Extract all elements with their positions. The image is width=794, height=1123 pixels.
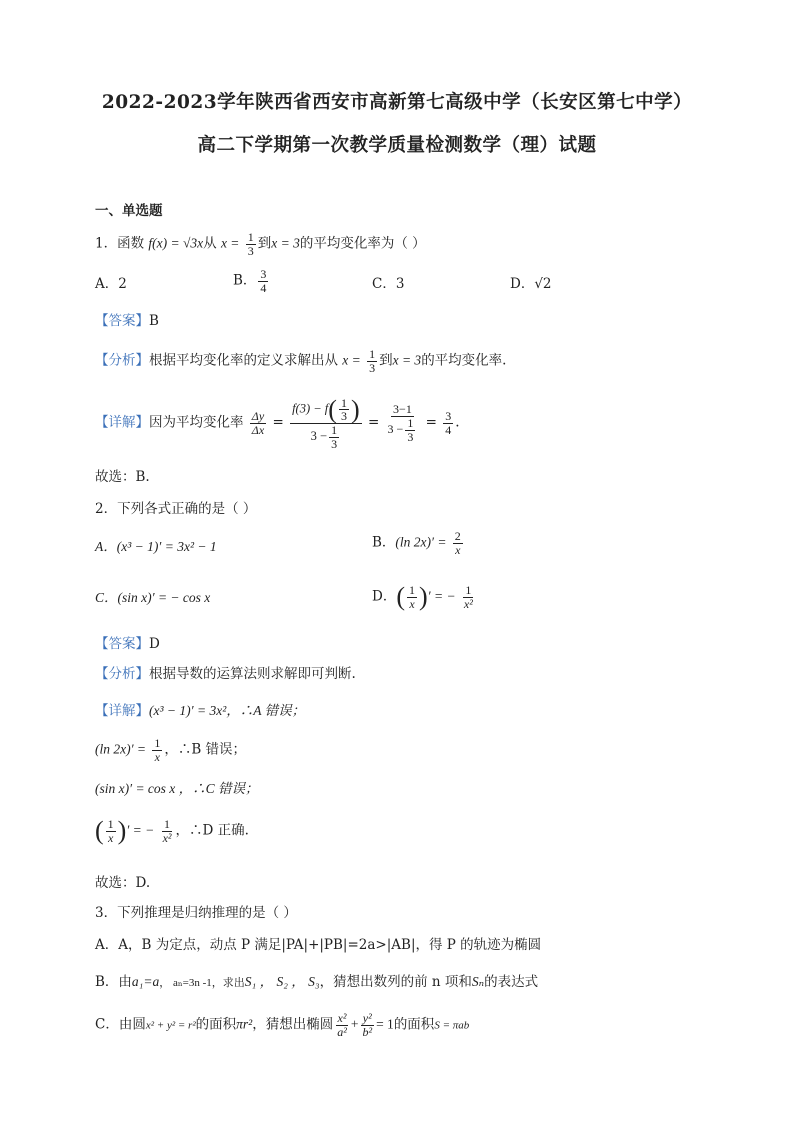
q1-den-frac bbox=[329, 424, 339, 450]
q1-fraction-den: 3 bbox=[247, 243, 254, 258]
q1-answer-value: B bbox=[149, 313, 159, 329]
q1-option-d: D．√2 bbox=[510, 276, 552, 292]
q3-c-eq1: = 1 bbox=[376, 1016, 394, 1032]
q1-delta-frac bbox=[250, 410, 266, 436]
q3-c-frac-x bbox=[335, 1012, 349, 1038]
q1-option-b-frac bbox=[258, 268, 268, 294]
q1-analysis-frac bbox=[367, 348, 377, 374]
q3-option-b bbox=[95, 975, 538, 990]
q2-d4-mid: ′ = − bbox=[126, 822, 155, 838]
q1-eq-3: = bbox=[425, 414, 437, 431]
q2-d-right: ′ = − bbox=[427, 588, 456, 604]
q3-c-pre: C．由圆 bbox=[95, 1016, 146, 1033]
q3-number: 3． bbox=[95, 905, 118, 921]
q3-b-tail: ，猜想出数列的前 n 项和 bbox=[319, 974, 472, 990]
q1-result-num: 3 bbox=[445, 409, 452, 424]
q3-stem bbox=[95, 907, 297, 921]
q3-c-pi: πr² bbox=[236, 1016, 253, 1032]
q2-detail-2-left: (ln 2x)′ = bbox=[95, 741, 147, 757]
q1-inner-frac bbox=[339, 397, 349, 423]
q1-analysis-pre: 根据平均变化率的定义求解出从 bbox=[149, 352, 338, 369]
q1-answer bbox=[95, 315, 159, 329]
q1-tail: 的平均变化率为（ ） bbox=[299, 235, 426, 252]
q1-fraction bbox=[246, 231, 256, 257]
q1-inner-num: 1 bbox=[340, 395, 347, 410]
q2-d-inner-num: 1 bbox=[409, 583, 415, 597]
q2-option-a: A．(x³ − 1)′ = 3x² − 1 bbox=[95, 539, 217, 554]
q2-d-den: x² bbox=[463, 596, 473, 611]
q1-three-minus: 3 − bbox=[310, 429, 328, 444]
q2-option-d bbox=[372, 584, 477, 610]
q2-d4-inner-den: x bbox=[108, 830, 114, 845]
q2-d4-lparen-icon: ( bbox=[95, 816, 104, 846]
q1-mid-inner bbox=[405, 417, 415, 443]
q3-b-an: ， aₙ=3n -1，求出 bbox=[159, 977, 245, 989]
q2-text: 下列各式正确的是（ ） bbox=[117, 501, 257, 517]
q3-c-plus: + bbox=[350, 1016, 359, 1032]
q1-conclusion: 故选：B. bbox=[95, 469, 150, 485]
q1-analysis bbox=[95, 348, 506, 374]
q3-c-circle: x² + y² = r² bbox=[145, 1019, 196, 1032]
q1-result-den: 4 bbox=[445, 422, 452, 437]
q1-option-b-label: B． bbox=[233, 272, 257, 289]
q1-f3: f(3) − f bbox=[292, 401, 329, 416]
q2-detail-2-frac bbox=[152, 737, 162, 763]
q3-option-c bbox=[95, 1012, 469, 1038]
q2-d4-rparen-icon: ) bbox=[117, 816, 127, 846]
q2-option-b bbox=[372, 530, 465, 556]
q2-number: 2． bbox=[95, 501, 118, 517]
q3-c-s: S = πab bbox=[434, 1019, 470, 1032]
q1-from: 从 bbox=[203, 235, 217, 252]
q1-mid-inner-num: 1 bbox=[407, 415, 414, 430]
q1-delta-x: Δx bbox=[251, 422, 265, 437]
q2-d-lparen-icon: ( bbox=[396, 582, 405, 612]
q1-mid-num: 3−1 bbox=[393, 402, 412, 417]
q2-d4-inner-frac bbox=[106, 818, 116, 844]
q3-c-mid: 的面积 bbox=[195, 1016, 237, 1033]
q2-d-inner-den: x bbox=[409, 596, 415, 611]
q3-c-y2: y² bbox=[362, 1011, 372, 1025]
q3-c-x2: x² bbox=[337, 1011, 347, 1025]
q2-detail-tag: 【详解】 bbox=[95, 703, 149, 719]
q2-d4-frac bbox=[161, 818, 174, 844]
q1-eq-1: = bbox=[272, 414, 284, 431]
q1-analysis-frac-den: 3 bbox=[369, 360, 376, 375]
title-line-1: 2022-2023学年陕西省西安市高新第七高级中学（长安区第七中学） bbox=[101, 92, 693, 113]
q1-lparen-icon: ( bbox=[328, 395, 337, 424]
q3-option-a: A．A，B 为定点，动点 P 满足|PA|+|PB|=2a>|AB|，得 P 的轨迹为椭圆 bbox=[95, 937, 542, 953]
q2-detail-4 bbox=[95, 818, 249, 844]
q2-d4-inner-num: 1 bbox=[107, 817, 114, 831]
q2-analysis-text: 根据导数的运算法则求解即可判断. bbox=[149, 666, 356, 682]
q2-detail-2 bbox=[95, 737, 246, 763]
q1-to: 到 bbox=[257, 235, 272, 252]
q2-option-b-label: B． bbox=[372, 534, 396, 551]
q3-b-a1: a₁=a bbox=[131, 974, 160, 989]
q2-detail-1-text: (x³ − 1)′ = 3x²，∴A 错误； bbox=[149, 703, 306, 718]
q1-rparen-icon: ) bbox=[350, 395, 360, 424]
q1-detail bbox=[95, 396, 460, 450]
q1-function: f(x) = √3x bbox=[148, 235, 204, 251]
q1-analysis-frac-num: 1 bbox=[369, 347, 376, 361]
q1-fraction-num: 1 bbox=[247, 230, 254, 244]
q2-d4-den: x² bbox=[162, 830, 172, 845]
q1-inner-den: 3 bbox=[340, 409, 347, 424]
q1-number: 1． bbox=[95, 235, 118, 252]
q2-answer bbox=[95, 638, 160, 652]
q2-option-d-label: D． bbox=[372, 588, 397, 605]
q2-answer-tag: 【答案】 bbox=[95, 636, 149, 652]
q2-d4-tail: ，∴D 正确. bbox=[175, 822, 249, 839]
q2-detail-3: (sin x)′ = cos x ，∴C 错误； bbox=[95, 781, 259, 796]
q1-period: . bbox=[455, 414, 460, 431]
q1-den-frac-den: 3 bbox=[331, 436, 338, 451]
detail-tag: 【详解】 bbox=[95, 414, 149, 431]
q1-mid-three-minus: 3 − bbox=[387, 421, 404, 436]
q2-d-inner-frac bbox=[407, 584, 417, 610]
q2-analysis-tag: 【分析】 bbox=[95, 666, 149, 682]
q3-c-a2: a² bbox=[337, 1024, 347, 1039]
q2-option-b-frac bbox=[453, 530, 463, 556]
q1-result-frac bbox=[443, 410, 453, 436]
q1-mid-frac bbox=[386, 403, 420, 443]
q2-analysis bbox=[95, 668, 356, 682]
answer-tag: 【答案】 bbox=[95, 313, 149, 329]
q2-d4-num: 1 bbox=[164, 817, 171, 831]
q1-mid-den bbox=[386, 417, 420, 443]
q2-detail-1 bbox=[95, 704, 305, 719]
q1-analysis-to: 到 bbox=[379, 352, 393, 369]
title-line-2: 高二下学期第一次教学质量检测数学（理）试题 bbox=[197, 135, 597, 156]
q3-text: 下列推理是归纳推理的是（ ） bbox=[117, 905, 297, 921]
q1-x3: x = 3 bbox=[271, 235, 300, 251]
q1-option-c: C．3 bbox=[372, 276, 405, 292]
q1-big-num bbox=[290, 396, 362, 424]
q2-stem bbox=[95, 503, 256, 517]
q3-c-tail: 的面积 bbox=[393, 1016, 435, 1033]
q3-b-s: S₁ ， S₂ ， S₃ bbox=[244, 974, 320, 989]
q2-answer-value: D bbox=[149, 636, 160, 652]
q1-big-frac bbox=[290, 396, 362, 450]
q2-option-c: C．(sin x)′ = − cos x bbox=[95, 590, 211, 605]
q1-den-frac-num: 1 bbox=[331, 423, 338, 438]
q2-detail-2-tail: ，∴B 错误； bbox=[164, 741, 247, 758]
q3-b-sn: Sₙ bbox=[471, 974, 485, 989]
q1-detail-pre: 因为平均变化率 bbox=[149, 414, 244, 431]
q1-option-b bbox=[233, 268, 270, 294]
q1-analysis-post: 的平均变化率. bbox=[421, 352, 507, 369]
q2-d-frac bbox=[462, 584, 475, 610]
q1-x-eq: x = bbox=[220, 235, 240, 251]
q3-b-pre: B．由 bbox=[95, 974, 132, 990]
q2-detail-2-den: x bbox=[154, 749, 160, 764]
q1-option-a: A．2 bbox=[95, 276, 127, 292]
analysis-tag: 【分析】 bbox=[95, 352, 149, 369]
q2-conclusion: 故选：D. bbox=[95, 875, 151, 891]
q3-c-b2: b² bbox=[362, 1024, 373, 1039]
q2-d-rparen-icon: ) bbox=[419, 582, 428, 612]
q3-c-mid2: ，猜想出椭圆 bbox=[252, 1016, 334, 1033]
q1-prefix: 函数 bbox=[117, 235, 145, 252]
q3-b-end: 的表达式 bbox=[484, 974, 539, 990]
q1-big-den bbox=[309, 424, 343, 450]
q3-c-frac-y bbox=[360, 1012, 374, 1038]
q1-mid-inner-den: 3 bbox=[407, 429, 414, 444]
q1-option-b-num: 3 bbox=[260, 267, 267, 281]
q1-delta-y: Δy bbox=[251, 409, 265, 424]
q2-d-num: 1 bbox=[465, 583, 472, 597]
q2-option-b-num: 2 bbox=[454, 529, 461, 543]
q1-analysis-x-eq: x = bbox=[342, 352, 361, 368]
q1-eq-2: = bbox=[367, 414, 380, 431]
q1-option-b-den: 4 bbox=[260, 280, 267, 295]
q2-option-b-den: x bbox=[455, 542, 461, 557]
q1-stem bbox=[95, 231, 426, 257]
q2-option-b-left: (ln 2x)′ = bbox=[395, 534, 447, 550]
section-heading: 一、单选题 bbox=[95, 203, 163, 219]
q2-detail-2-num: 1 bbox=[154, 736, 161, 750]
q1-analysis-x3: x = 3 bbox=[392, 352, 422, 368]
